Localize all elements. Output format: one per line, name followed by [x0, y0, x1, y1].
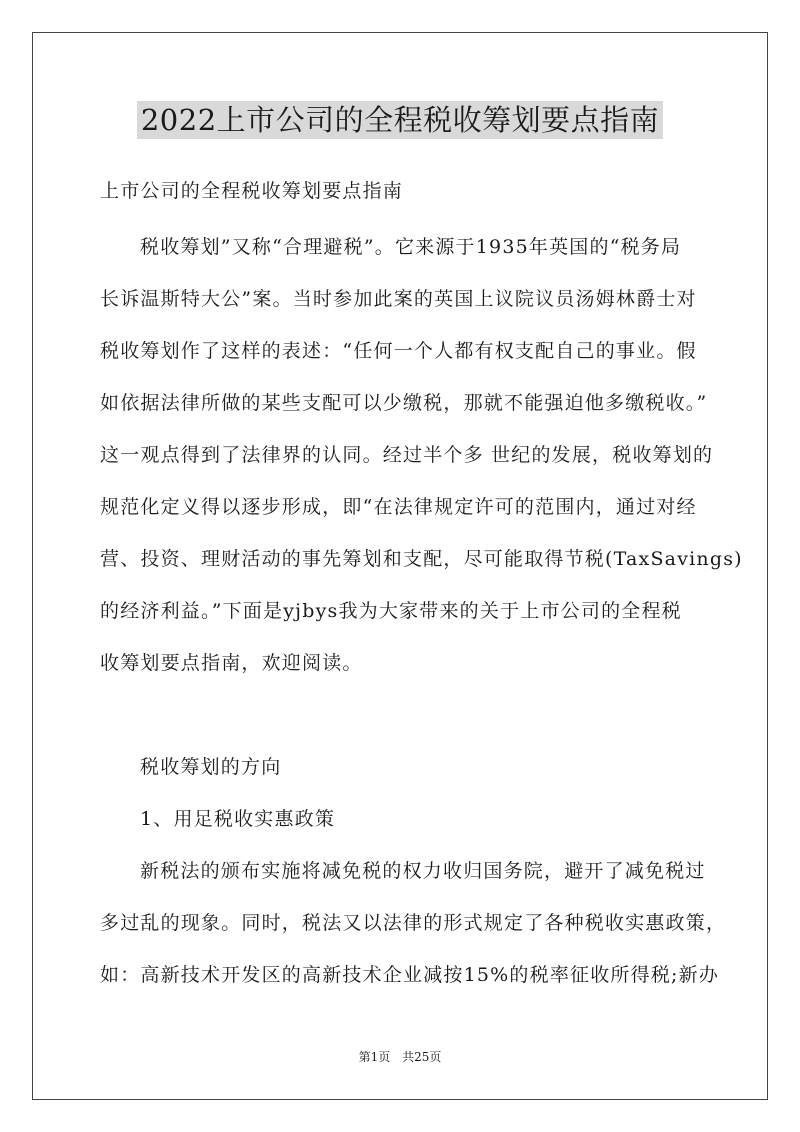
paragraph-line: 规范化定义得以逐步形成，即“在法律规定许可的范围内，通过对经 [100, 496, 697, 518]
paragraph-line: 如依据法律所做的某些支配可以少缴税，那就不能强迫他多缴税收。” [100, 392, 708, 414]
paragraph-line: 长诉温斯特大公”案。当时参加此案的英国上议院议员汤姆林爵士对 [100, 288, 697, 310]
paragraph-line: 税收筹划作了这样的表述：“任何一个人都有权支配自己的事业。假 [100, 340, 697, 362]
document-title-container [0, 98, 800, 139]
subtitle: 上市公司的全程税收筹划要点指南 [100, 180, 404, 202]
item-heading: 1、用足税收实惠政策 [140, 808, 336, 830]
page-total: 共25页 [402, 1050, 442, 1064]
paragraph-line: 营、投资、理财活动的事先筹划和支配，尽可能取得节税(TaxSavings) [100, 548, 743, 570]
paragraph-line: 税收筹划”又称“合理避税”。它来源于1935年英国的“税务局 [140, 236, 682, 258]
section-heading: 税收筹划的方向 [140, 756, 282, 778]
paragraph-line: 如：高新技术开发区的高新技术企业减按15%的税率征收所得税;新办 [100, 964, 720, 986]
paragraph-line: 收筹划要点指南，欢迎阅读。 [100, 652, 363, 674]
paragraph-line: 的经济利益。”下面是yjbys我为大家带来的关于上市公司的全程税 [100, 600, 682, 622]
document-title: 2022上市公司的全程税收筹划要点指南 [137, 101, 663, 139]
paragraph-line: 多过乱的现象。同时，税法又以法律的形式规定了各种税收实惠政策， [100, 912, 727, 934]
page-footer [0, 1048, 800, 1065]
page-number: 第1页 [358, 1050, 391, 1064]
paragraph-line: 新税法的颁布实施将减免税的权力收归国务院，避开了减免税过 [140, 860, 706, 882]
paragraph-line: 这一观点得到了法律界的认同。经过半个多 世纪的发展，税收筹划的 [100, 444, 714, 466]
